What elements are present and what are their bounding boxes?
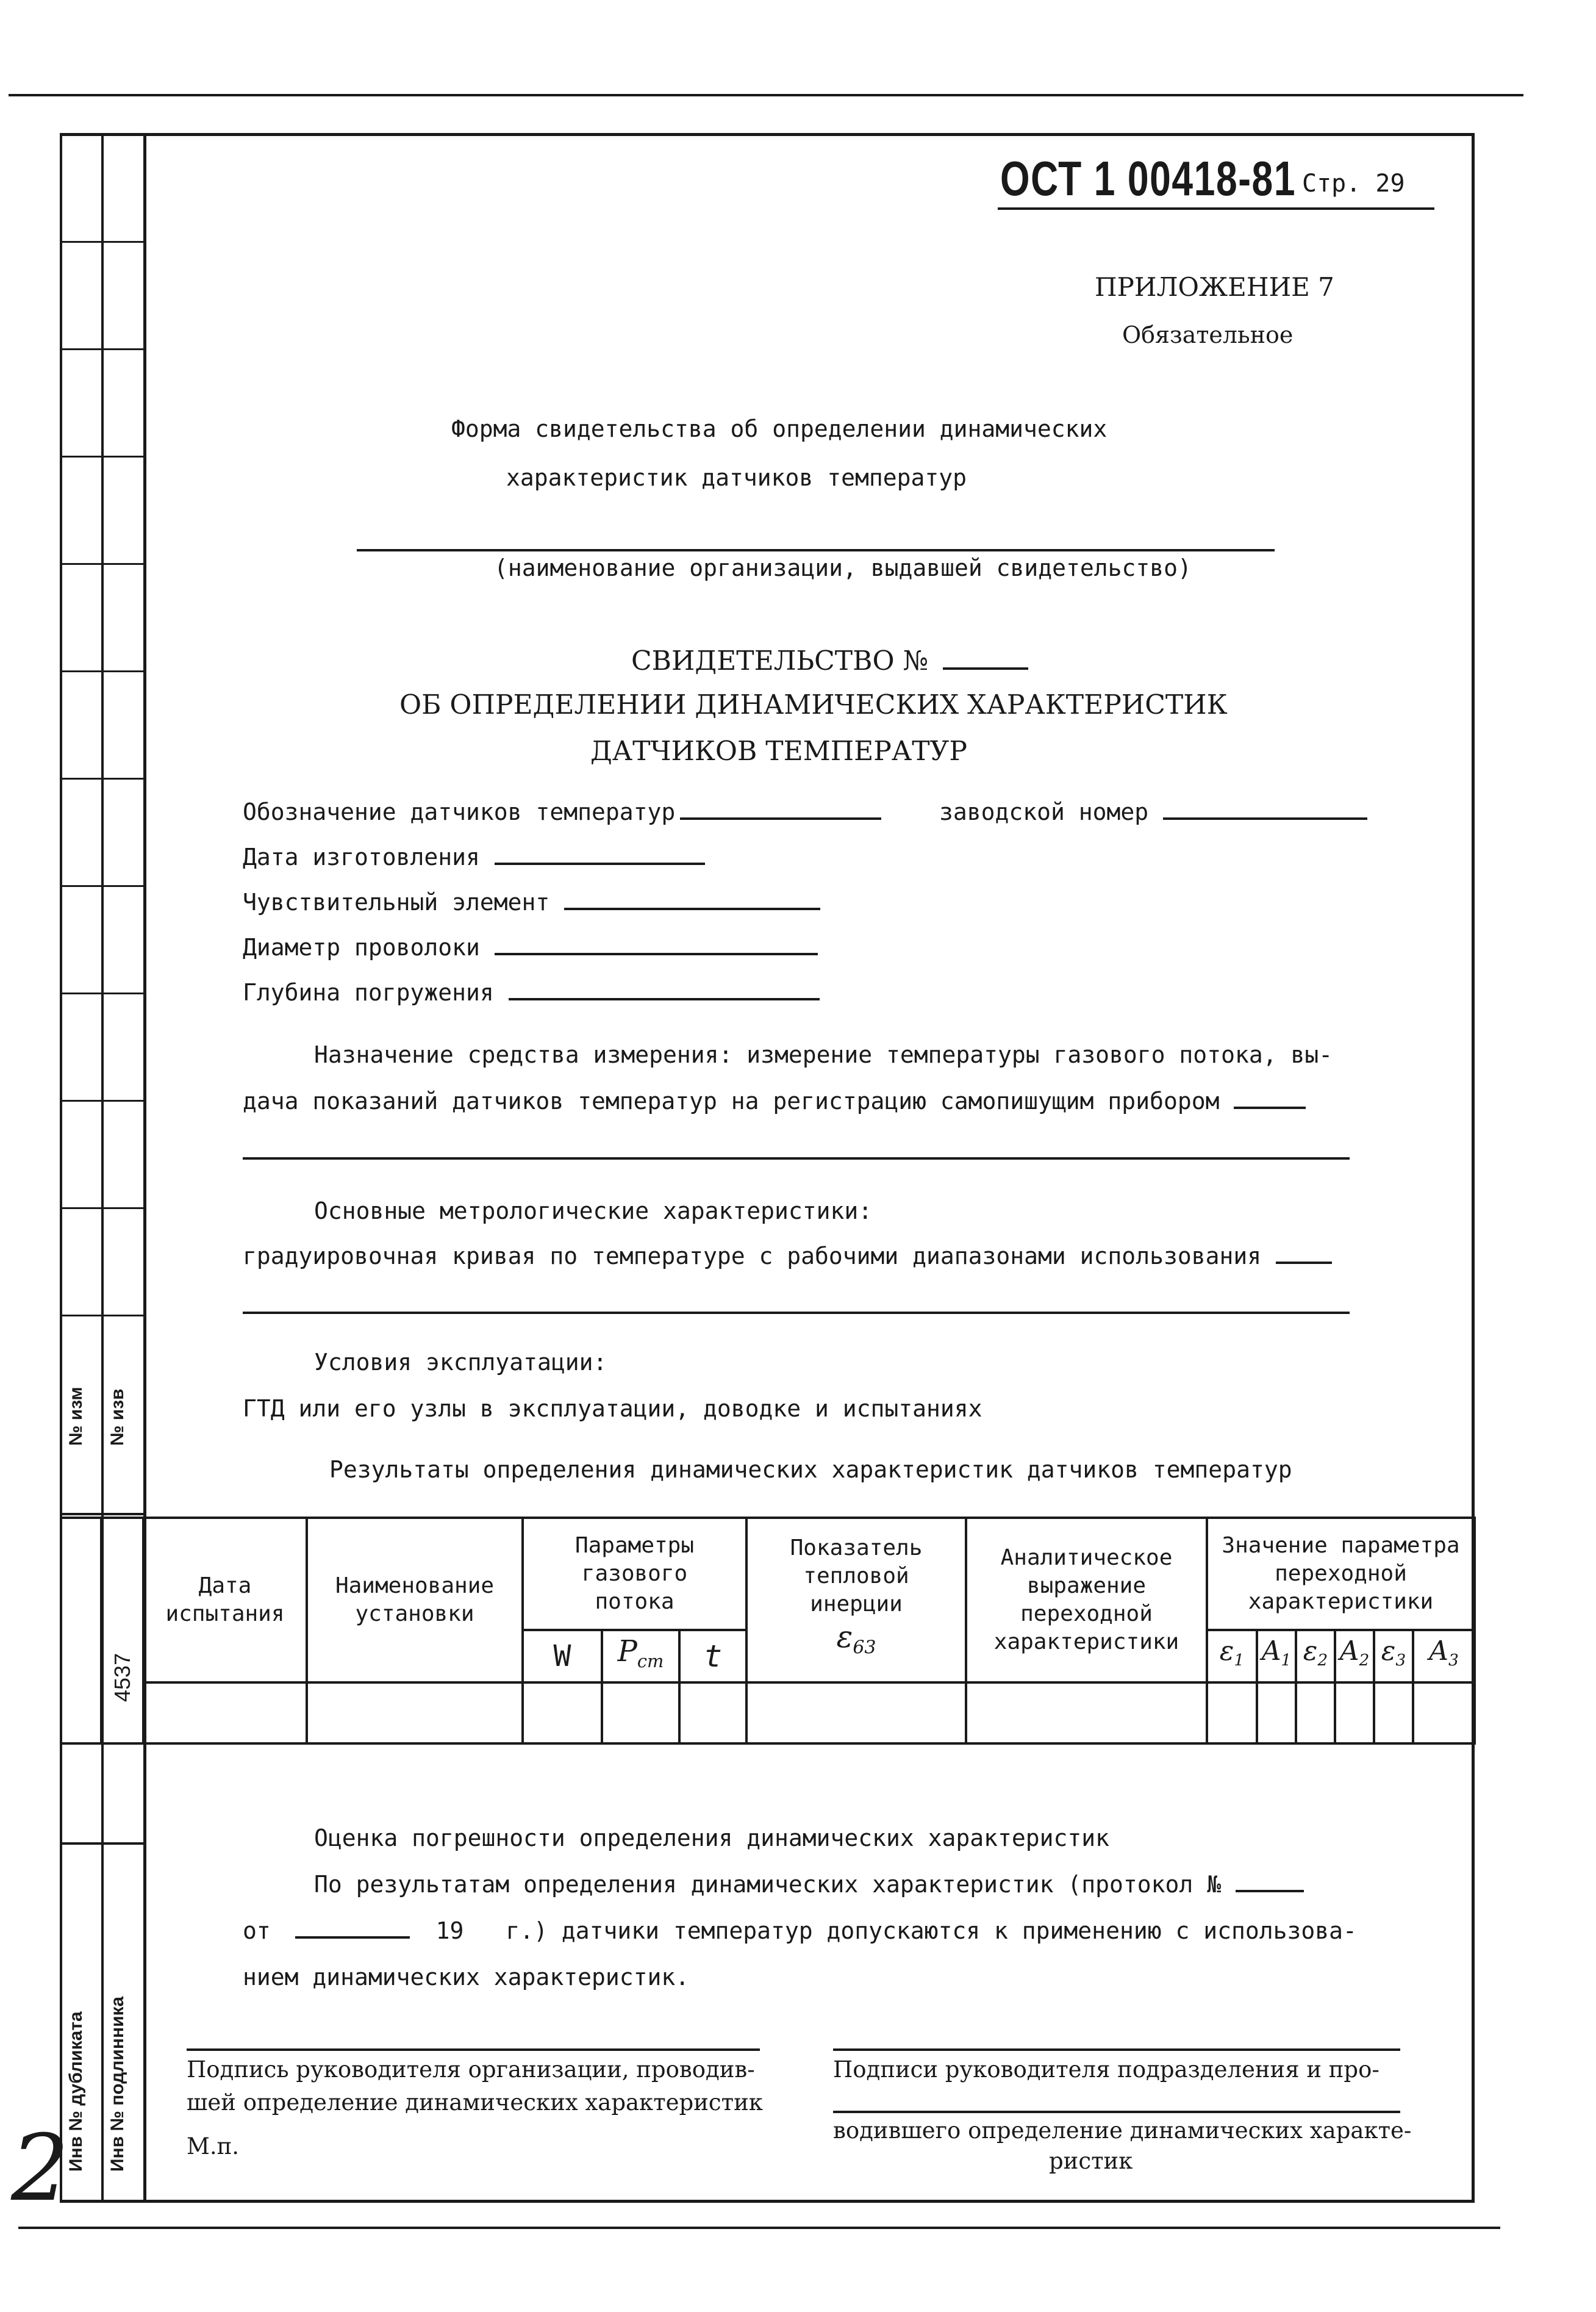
field-serial-blank (1163, 799, 1367, 820)
assessment-line1 (314, 1870, 1304, 1898)
frame-left-mid (101, 133, 104, 2202)
page-number: Стр. 29 (1302, 170, 1405, 198)
field-wire-diameter-blank (495, 935, 818, 955)
metrology-line2 (243, 1242, 1332, 1270)
protocol-no-blank (1236, 1872, 1304, 1892)
field-manufacture-date-label: Дата изготовления (243, 844, 480, 871)
right-signature-line2 (833, 2111, 1400, 2113)
eps63-sub: 63 (853, 1637, 876, 1659)
table-row (60, 1682, 1475, 1743)
field-serial-label: заводской номер (939, 799, 1149, 825)
metrology-line3-rule (243, 1312, 1350, 1314)
field-manufacture-date (243, 843, 705, 871)
field-designation-label: Обозначение датчиков температур (243, 799, 676, 825)
left-signature-caption1: Подпись руководителя организации, проводив- (187, 2056, 755, 2083)
certificate-title-line1 (631, 645, 1028, 677)
eps63-symbol (760, 1618, 953, 1667)
certificate-no-blank (943, 649, 1028, 670)
stamp-label: М.п. (187, 2133, 240, 2159)
right-signature-line1 (833, 2048, 1400, 2051)
assessment-line2 (243, 1917, 1357, 1945)
year-prefix: 19 (435, 1917, 464, 1944)
margin-izm: № изм (66, 1387, 86, 1446)
field-wire-diameter-label: Диаметр проволоки (243, 934, 480, 961)
margin-izv: № изв (107, 1388, 127, 1446)
field-manufacture-date-blank (495, 844, 705, 865)
frame-top (60, 133, 1475, 136)
assessment-line1-text: По результатам определения динамических характеристик (протокол № (314, 1871, 1222, 1898)
appendix-status: Обязательное (1122, 321, 1294, 348)
field-designation-blank (680, 799, 881, 820)
handwritten-mark: 2 (11, 2116, 70, 2222)
purpose-line2-text: дача показаний датчиков температур на регистрацию самопишущим прибором (243, 1088, 1220, 1115)
margin-cell-a (60, 1518, 101, 1743)
field-sensing-element (243, 888, 820, 916)
purpose-line1: Назначение средства измерения: измерение температуры газового потока, вы- (314, 1041, 1333, 1068)
left-signature-caption2: шей определение динамических характеристик (187, 2089, 763, 2116)
appendix-title: ПРИЛОЖЕНИЕ 7 (1095, 272, 1334, 302)
purpose-line2 (243, 1087, 1306, 1115)
field-wire-diameter (243, 933, 818, 961)
conditions-line1: Условия эксплуатации: (314, 1349, 607, 1376)
date-blank (295, 1918, 410, 1939)
right-signature-caption1: Подписи руководителя подразделения и про- (833, 2056, 1380, 2083)
frame-right (1472, 133, 1475, 2202)
col-param-values: Значение параметра переходной характеристики (1207, 1518, 1475, 1630)
pst-sub: ст (637, 1651, 664, 1672)
results-table (60, 1517, 1476, 1745)
frame-bottom (60, 2200, 1475, 2203)
frame-left-inner (143, 133, 146, 2202)
col-installation: Наименование установки (307, 1518, 523, 1682)
certificate-title-line2: ОБ ОПРЕДЕЛЕНИИ ДИНАМИЧЕСКИХ ХАРАКТЕРИСТИК (399, 689, 1228, 720)
field-sensing-element-label: Чувствительный элемент (243, 889, 550, 916)
page-bottom-rule (18, 2227, 1500, 2229)
col-t: t (679, 1630, 746, 1682)
margin-cell-b (101, 1518, 143, 1743)
assessment-title: Оценка погрешности определения динамических характеристик (314, 1825, 1110, 1851)
left-signature-line (187, 2048, 760, 2051)
results-title: Результаты определения динамических характеристик датчиков температур (329, 1456, 1292, 1483)
field-designation (243, 798, 881, 826)
col-e3: $\varepsilon_3$ (1374, 1630, 1413, 1682)
purpose-blank (1234, 1088, 1306, 1109)
form-title-line2: характеристик датчиков температур (506, 464, 967, 491)
org-name-line (357, 549, 1275, 551)
right-signature-caption2: водившего определение динамических характе- (833, 2117, 1412, 2144)
field-serial (939, 798, 1367, 826)
col-a3: $A_3$ (1413, 1630, 1475, 1682)
col-pst (602, 1630, 679, 1682)
col-thermal-inertia-label: Показатель тепловой инерции (790, 1535, 923, 1617)
col-e1: $\varepsilon_1$ (1207, 1630, 1257, 1682)
metrology-blank (1276, 1243, 1332, 1264)
assessment-line2-rest: г.) датчики температур допускаются к применению с использова- (506, 1917, 1357, 1944)
date-from-label: от (243, 1917, 271, 1944)
right-signature-caption3: ристик (1049, 2148, 1133, 2174)
field-sensing-element-blank (564, 889, 820, 910)
col-a2: $A_2$ (1335, 1630, 1374, 1682)
col-w: W (523, 1630, 602, 1682)
org-caption: (наименование организации, выдавшей свидетельство) (494, 555, 1192, 581)
standard-number: ОСТ 1 00418-81 (1000, 151, 1297, 206)
field-immersion-depth (243, 978, 820, 1007)
frame-left-outer (60, 133, 62, 2202)
col-a1: $A_1$ (1257, 1630, 1296, 1682)
header-underline (998, 207, 1434, 210)
field-immersion-depth-blank (509, 980, 820, 1000)
col-test-date: Дата испытания (143, 1518, 307, 1682)
certificate-title-line3: ДАТЧИКОВ ТЕМПЕРАТУР (590, 736, 967, 767)
col-thermal-inertia (746, 1518, 966, 1682)
field-immersion-depth-label: Глубина погружения (243, 979, 494, 1006)
col-gas-params: Параметры газового потока (523, 1518, 746, 1630)
purpose-line3-rule (243, 1157, 1350, 1160)
conditions-line2: ГТД или его узлы в эксплуатации, доводке и испытаниях (243, 1395, 982, 1422)
margin-duplicate-label: Инв № дубликата (66, 2011, 86, 2172)
eps63-letter: ε (836, 1618, 853, 1654)
certificate-no-label: СВИДЕТЕЛЬСТВО № (631, 645, 929, 677)
metrology-line1: Основные метрологические характеристики: (314, 1197, 873, 1224)
page-top-rule (9, 94, 1523, 96)
pst-letter: P (617, 1634, 637, 1668)
assessment-line3: нием динамических характеристик. (243, 1964, 690, 1991)
col-e2: $\varepsilon_2$ (1296, 1630, 1335, 1682)
form-title-line1: Форма свидетельства об определении динамических (451, 415, 1108, 442)
margin-original-label: Инв № подлинника (107, 1996, 127, 2172)
margin-inventory-number: 4537 (110, 1653, 135, 1702)
metrology-line2-text: градуировочная кривая по температуре с рабочими диапазонами использования (243, 1243, 1262, 1269)
col-analytic-expression: Аналитическое выражение переходной характеристики (966, 1518, 1207, 1682)
